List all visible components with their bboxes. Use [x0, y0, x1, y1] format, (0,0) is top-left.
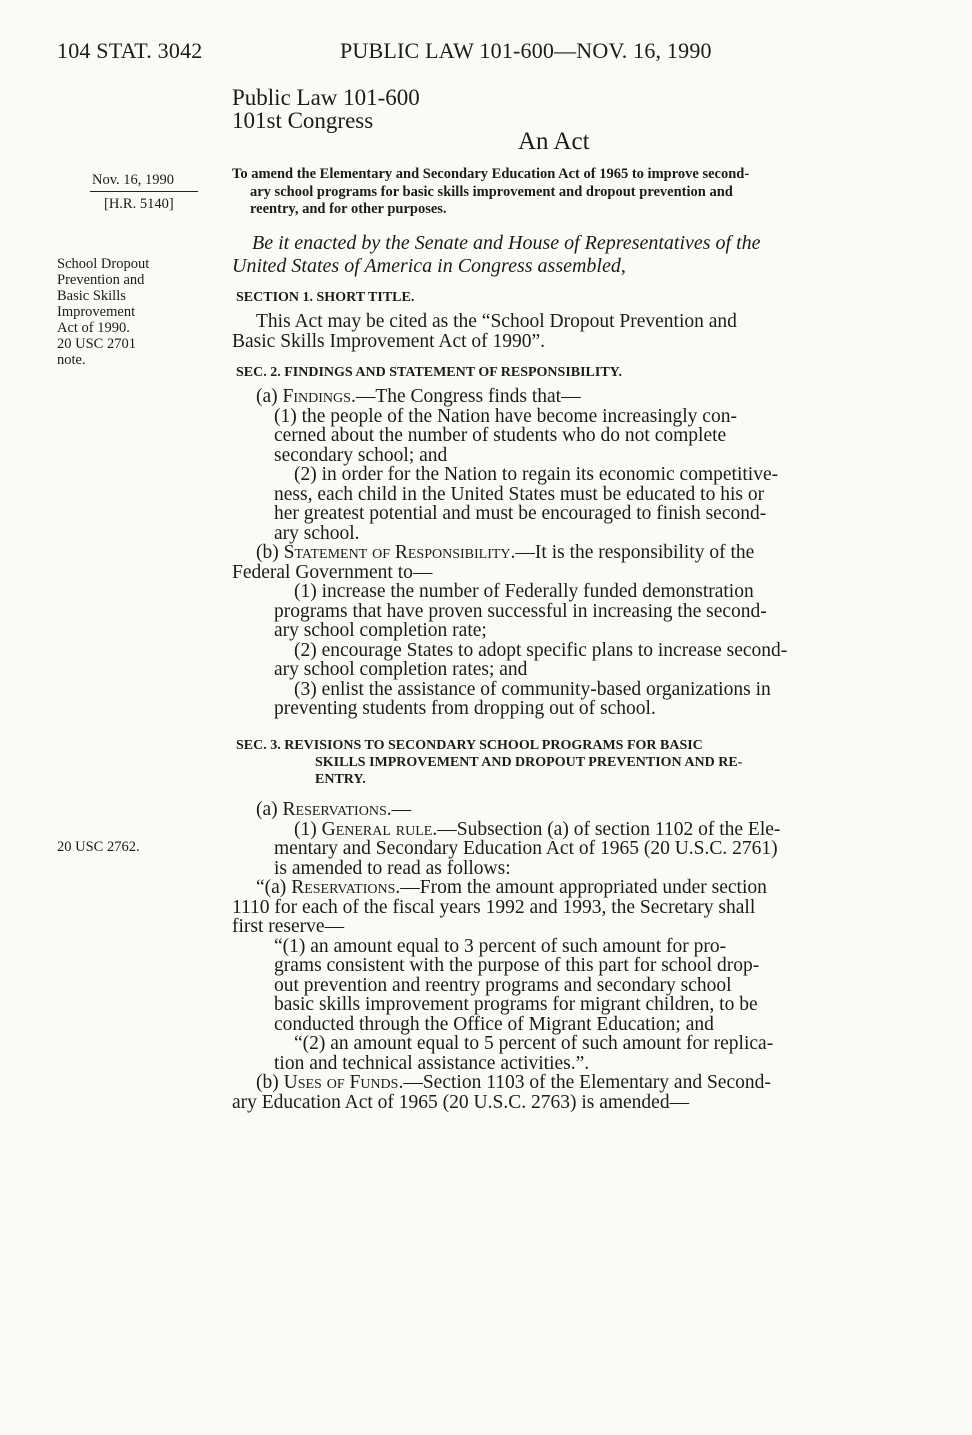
- section-1-heading: SECTION 1. SHORT TITLE.: [236, 290, 415, 305]
- text-line: (1) increase the number of Federally funded demonstration: [294, 581, 754, 602]
- subsection-b-line: (b) Statement of Responsibility.—It is the responsibility of the: [256, 542, 755, 563]
- subsection-b-line: (b) Uses of Funds.—Section 1103 of the Elementary and Second-: [256, 1072, 771, 1093]
- margin-line: 20 USC 2701: [57, 336, 136, 352]
- text-line: (3) enlist the assistance of community-based organizations in: [294, 678, 771, 700]
- purpose-line: To amend the Elementary and Secondary Education Act of 1965 to improve second-: [232, 166, 750, 182]
- margin-line: note.: [57, 352, 86, 368]
- text-line: ary school completion rate;: [274, 620, 487, 641]
- subsection-a-line: (a) Findings.—The Congress finds that—: [256, 386, 581, 407]
- text-line: “(2) an amount equal to 5 percent of such amount for replica-: [294, 1033, 774, 1054]
- margin-line: Basic Skills: [57, 288, 126, 304]
- margin-line: School Dropout: [57, 256, 150, 272]
- text-line: is amended to read as follows:: [274, 857, 511, 879]
- purpose-clause: [232, 166, 749, 219]
- text-line: her greatest potential and must be encouraged to finish second-: [274, 503, 767, 524]
- text-line: grams consistent with the purpose of this part for school drop-: [274, 955, 760, 976]
- text-line: ary school.: [274, 522, 360, 544]
- enact-line: Be it enacted by the Senate and House of Representatives of the: [252, 232, 761, 254]
- subsection-a-line: (a) Reservations.—: [256, 799, 412, 820]
- text-line: (1) the people of the Nation have become increasingly con-: [274, 405, 737, 427]
- margin-line: Improvement: [57, 304, 136, 320]
- purpose-line: reentry, and for other purposes.: [250, 201, 447, 217]
- text-line: ary Education Act of 1965 (20 U.S.C. 2763) is amended—: [232, 1091, 690, 1113]
- section-3-heading: [236, 737, 742, 788]
- margin-date: Nov. 16, 1990: [92, 172, 175, 188]
- heading-line: SEC. 3. REVISIONS TO SECONDARY SCHOOL PROGRAMS FOR BASIC: [236, 738, 703, 753]
- running-header: PUBLIC LAW 101-600—NOV. 16, 1990: [340, 38, 712, 63]
- text-line: Basic Skills Improvement Act of 1990”.: [232, 330, 546, 352]
- section-3-text: [232, 800, 780, 1112]
- text-line: out prevention and reentry programs and secondary school: [274, 974, 732, 996]
- heading-line: ENTRY.: [315, 772, 366, 787]
- text-line: (2) in order for the Nation to regain its economic competitive-: [294, 464, 779, 485]
- text-line: secondary school; and: [274, 444, 448, 466]
- margin-bill-number: [H.R. 5140]: [104, 196, 174, 212]
- text-line: Federal Government to—: [232, 561, 433, 583]
- margin-line: Prevention and: [57, 272, 145, 288]
- text-line: mentary and Secondary Education Act of 1965 (20 U.S.C. 2761): [274, 838, 778, 859]
- enacting-clause: [232, 232, 761, 278]
- text-line: first reserve—: [232, 916, 345, 937]
- text-line: cerned about the number of students who do not complete: [274, 425, 727, 446]
- congress-number: 101st Congress: [232, 108, 374, 133]
- an-act-heading: An Act: [518, 128, 590, 155]
- margin-usc-2762: 20 USC 2762.: [57, 839, 140, 855]
- heading-line: SKILLS IMPROVEMENT AND DROPOUT PREVENTION AND RE-: [315, 755, 743, 770]
- section-2-text: [232, 387, 787, 719]
- text-line: preventing students from dropping out of school.: [274, 698, 656, 719]
- margin-short-title: [57, 256, 149, 368]
- text-line: tion and technical assistance activities.”.: [274, 1052, 590, 1074]
- text-line: programs that have proven successful in increasing the second-: [274, 600, 767, 622]
- enact-line: United States of America in Congress assembled,: [232, 255, 626, 277]
- text-line: (2) encourage States to adopt specific plans to increase second-: [294, 639, 788, 661]
- margin-line: Act of 1990.: [57, 320, 130, 336]
- text-line: ary school completion rates; and: [274, 659, 528, 680]
- text-line: basic skills improvement programs for migrant children, to be: [274, 994, 758, 1015]
- paragraph-1-line: (1) General rule.—Subsection (a) of section 1102 of the Ele-: [294, 818, 781, 840]
- margin-rule: [90, 191, 198, 192]
- text-line: conducted through the Office of Migrant Education; and: [274, 1013, 714, 1035]
- page-citation: 104 STAT. 3042: [57, 38, 203, 63]
- text-line: This Act may be cited as the “School Dropout Prevention and: [256, 311, 737, 332]
- quoted-subsection-line: “(a) Reservations.—From the amount appropriated under section: [256, 877, 767, 898]
- purpose-line: ary school programs for basic skills improvement and dropout prevention and: [250, 183, 733, 200]
- public-law-number: Public Law 101-600: [232, 85, 420, 110]
- text-line: ness, each child in the United States must be educated to his or: [274, 483, 765, 505]
- section-2-heading: SEC. 2. FINDINGS AND STATEMENT OF RESPONSIBILITY.: [236, 365, 623, 380]
- section-1-text: [232, 312, 737, 351]
- text-line: 1110 for each of the fiscal years 1992 and 1993, the Secretary shall: [232, 896, 756, 918]
- text-line: “(1) an amount equal to 3 percent of such amount for pro-: [274, 935, 727, 957]
